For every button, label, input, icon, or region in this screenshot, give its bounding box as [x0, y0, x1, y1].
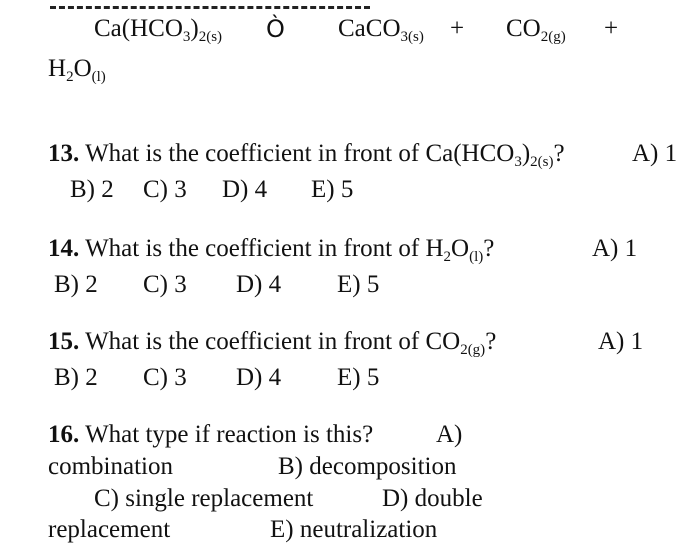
equation-plus-2: +: [604, 15, 619, 42]
question-15-option-c: C) 3: [143, 364, 187, 391]
question-13-option-b: B) 2: [70, 176, 114, 203]
question-16-option-c: C) single replacement: [94, 485, 314, 512]
question-16-option-b: B) decomposition: [278, 453, 457, 480]
question-15-option-b: B) 2: [54, 364, 98, 391]
question-16-option-a-text: combination: [48, 453, 173, 480]
question-16-option-d-label: D) double: [382, 485, 483, 512]
question-15-option-e: E) 5: [337, 364, 380, 391]
question-13-option-e: E) 5: [311, 176, 354, 203]
question-14-option-c: C) 3: [143, 271, 187, 298]
equation-product-h2o: $H_2O_{(l)}$: [48, 55, 106, 85]
question-16-option-d-text: replacement: [48, 516, 171, 543]
question-14-stem: 14. What is the coefficient in front of $H_2O_{(l)}$?: [48, 235, 495, 265]
question-13-stem: 13. What is the coefficient in front of $Ca(HCO_3)_{2(s)}$?: [48, 140, 565, 170]
question-16-option-e: E) neutralization: [270, 516, 438, 543]
reaction-arrow: Ò: [266, 15, 285, 43]
question-13-option-a: A) 1: [632, 140, 678, 167]
question-15-option-d: D) 4: [236, 364, 282, 391]
question-16-stem: 16. What type if reaction is this?: [48, 421, 374, 448]
equation-reactant: $Ca(HCO_3)_{2(s)}$: [94, 15, 223, 45]
question-14-option-e: E) 5: [337, 271, 380, 298]
question-14-option-b: B) 2: [54, 271, 98, 298]
question-14-option-d: D) 4: [236, 271, 282, 298]
question-16-option-a-label: A): [436, 421, 463, 448]
question-15-stem: 15. What is the coefficient in front of $CO_{2(g)}$?: [48, 328, 497, 358]
equation-product-co2: $CO_{2(g)}$: [506, 15, 566, 45]
question-13-option-d: D) 4: [222, 176, 268, 203]
top-dashed-divider: [50, 6, 370, 9]
question-15-option-a: A) 1: [598, 328, 644, 355]
question-13-option-c: C) 3: [143, 176, 187, 203]
question-14-option-a: A) 1: [592, 235, 638, 262]
equation-plus-1: +: [450, 15, 465, 42]
equation-product-caco3: CaCO$_{3(s)}$: [338, 15, 424, 45]
